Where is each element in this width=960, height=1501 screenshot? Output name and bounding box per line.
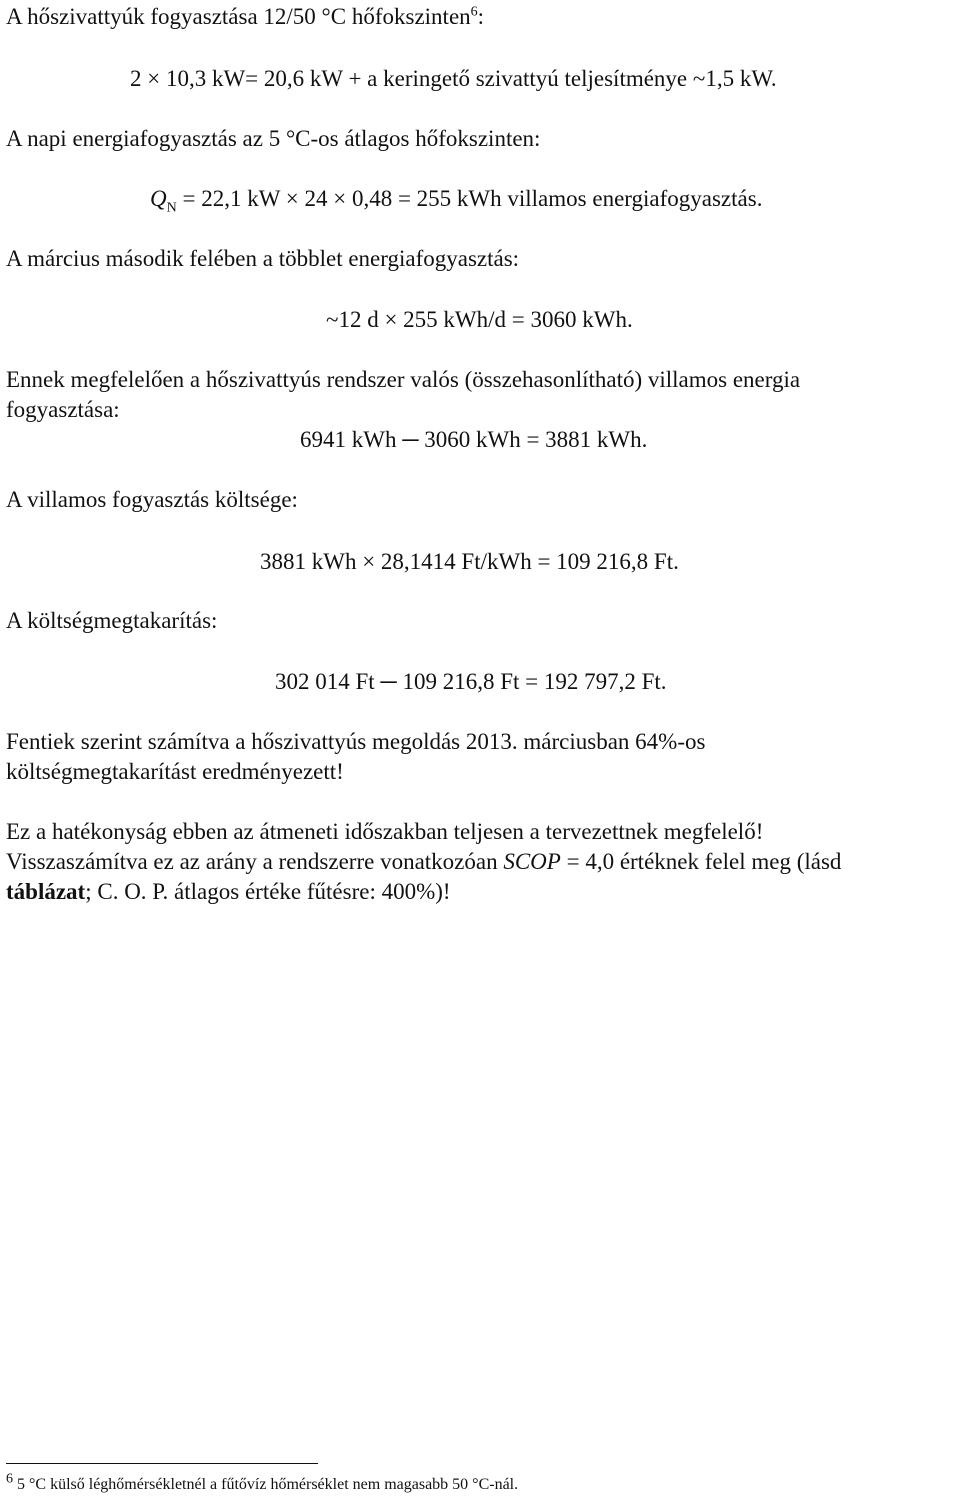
equation-electricity-cost: 3881 kWh × 28,1414 Ft/kWh = 109 216,8 Ft. xyxy=(260,549,679,574)
text-line-real-consumption: Ennek megfelelően a hőszivattyús rendszer valós (összehasonlítható) villamos energia xyxy=(6,367,801,392)
text-line-cost-saving: A költségmegtakarítás: xyxy=(6,608,218,633)
equation-extra-energy: ~12 d × 255 kWh/d = 3060 kWh. xyxy=(326,307,633,332)
text-span: Visszaszámítva ez az arány a rendszerre vonatkozóan xyxy=(6,849,504,874)
table-reference: táblázat xyxy=(6,879,86,904)
text-line-conclusion-cont: költségmegtakarítást eredményezett! xyxy=(6,759,344,784)
footnote-reference: 6 xyxy=(470,4,478,20)
text-line-table-reference xyxy=(6,877,451,906)
text-line-scop xyxy=(6,847,841,876)
text-line-efficiency: Ez a hatékonyság ebben az átmeneti időszakban teljesen a tervezettnek megfelelő! xyxy=(6,819,764,844)
text-span: = 4,0 értéknek felel meg (lásd xyxy=(560,849,842,874)
text-span: : xyxy=(477,4,485,29)
footnote-text: 5 °C külső léghőmérsékletnél a fűtővíz hőmérséklet nem magasabb 50 °C-nál. xyxy=(13,1476,519,1493)
footnote-divider xyxy=(6,1463,318,1464)
text-line-conclusion: Fentiek szerint számítva a hőszivattyús megoldás 2013. márciusban 64%-os xyxy=(6,729,706,754)
equation-cost-saving: 302 014 Ft ─ 109 216,8 Ft = 192 797,2 Ft. xyxy=(275,669,667,694)
text-line-march-extra: A március második felében a többlet energiafogyasztás: xyxy=(6,246,520,271)
equation-power: 2 × 10,3 kW= 20,6 kW + a keringető szivattyú teljesítménye ~1,5 kW. xyxy=(130,66,777,91)
text-line-electricity-cost: A villamos fogyasztás költsége: xyxy=(6,487,298,512)
text-span: = 22,1 kW × 24 × 0,48 = 255 kWh villamos energiafogyasztás. xyxy=(176,186,763,211)
text-line-heatpump-consumption xyxy=(6,2,484,31)
subscript-n: N xyxy=(166,200,177,216)
equation-real-consumption: 6941 kWh ─ 3060 kWh = 3881 kWh. xyxy=(300,427,648,452)
text-span: ; C. O. P. átlagos értéke fűtésre: 400%)! xyxy=(85,879,451,904)
equation-daily-energy xyxy=(150,184,763,216)
footnote-mark: 6 xyxy=(6,1471,13,1487)
text-span: A hőszivattyúk fogyasztása 12/50 °C hőfokszinten xyxy=(6,4,471,29)
text-line-real-consumption-cont: fogyasztása: xyxy=(6,397,120,422)
footnote xyxy=(6,1471,519,1495)
symbol-q: Q xyxy=(150,186,167,211)
text-line-daily-energy: A napi energiafogyasztás az 5 °C-os átlagos hőfokszinten: xyxy=(6,126,541,151)
scop-term: SCOP xyxy=(503,849,561,874)
